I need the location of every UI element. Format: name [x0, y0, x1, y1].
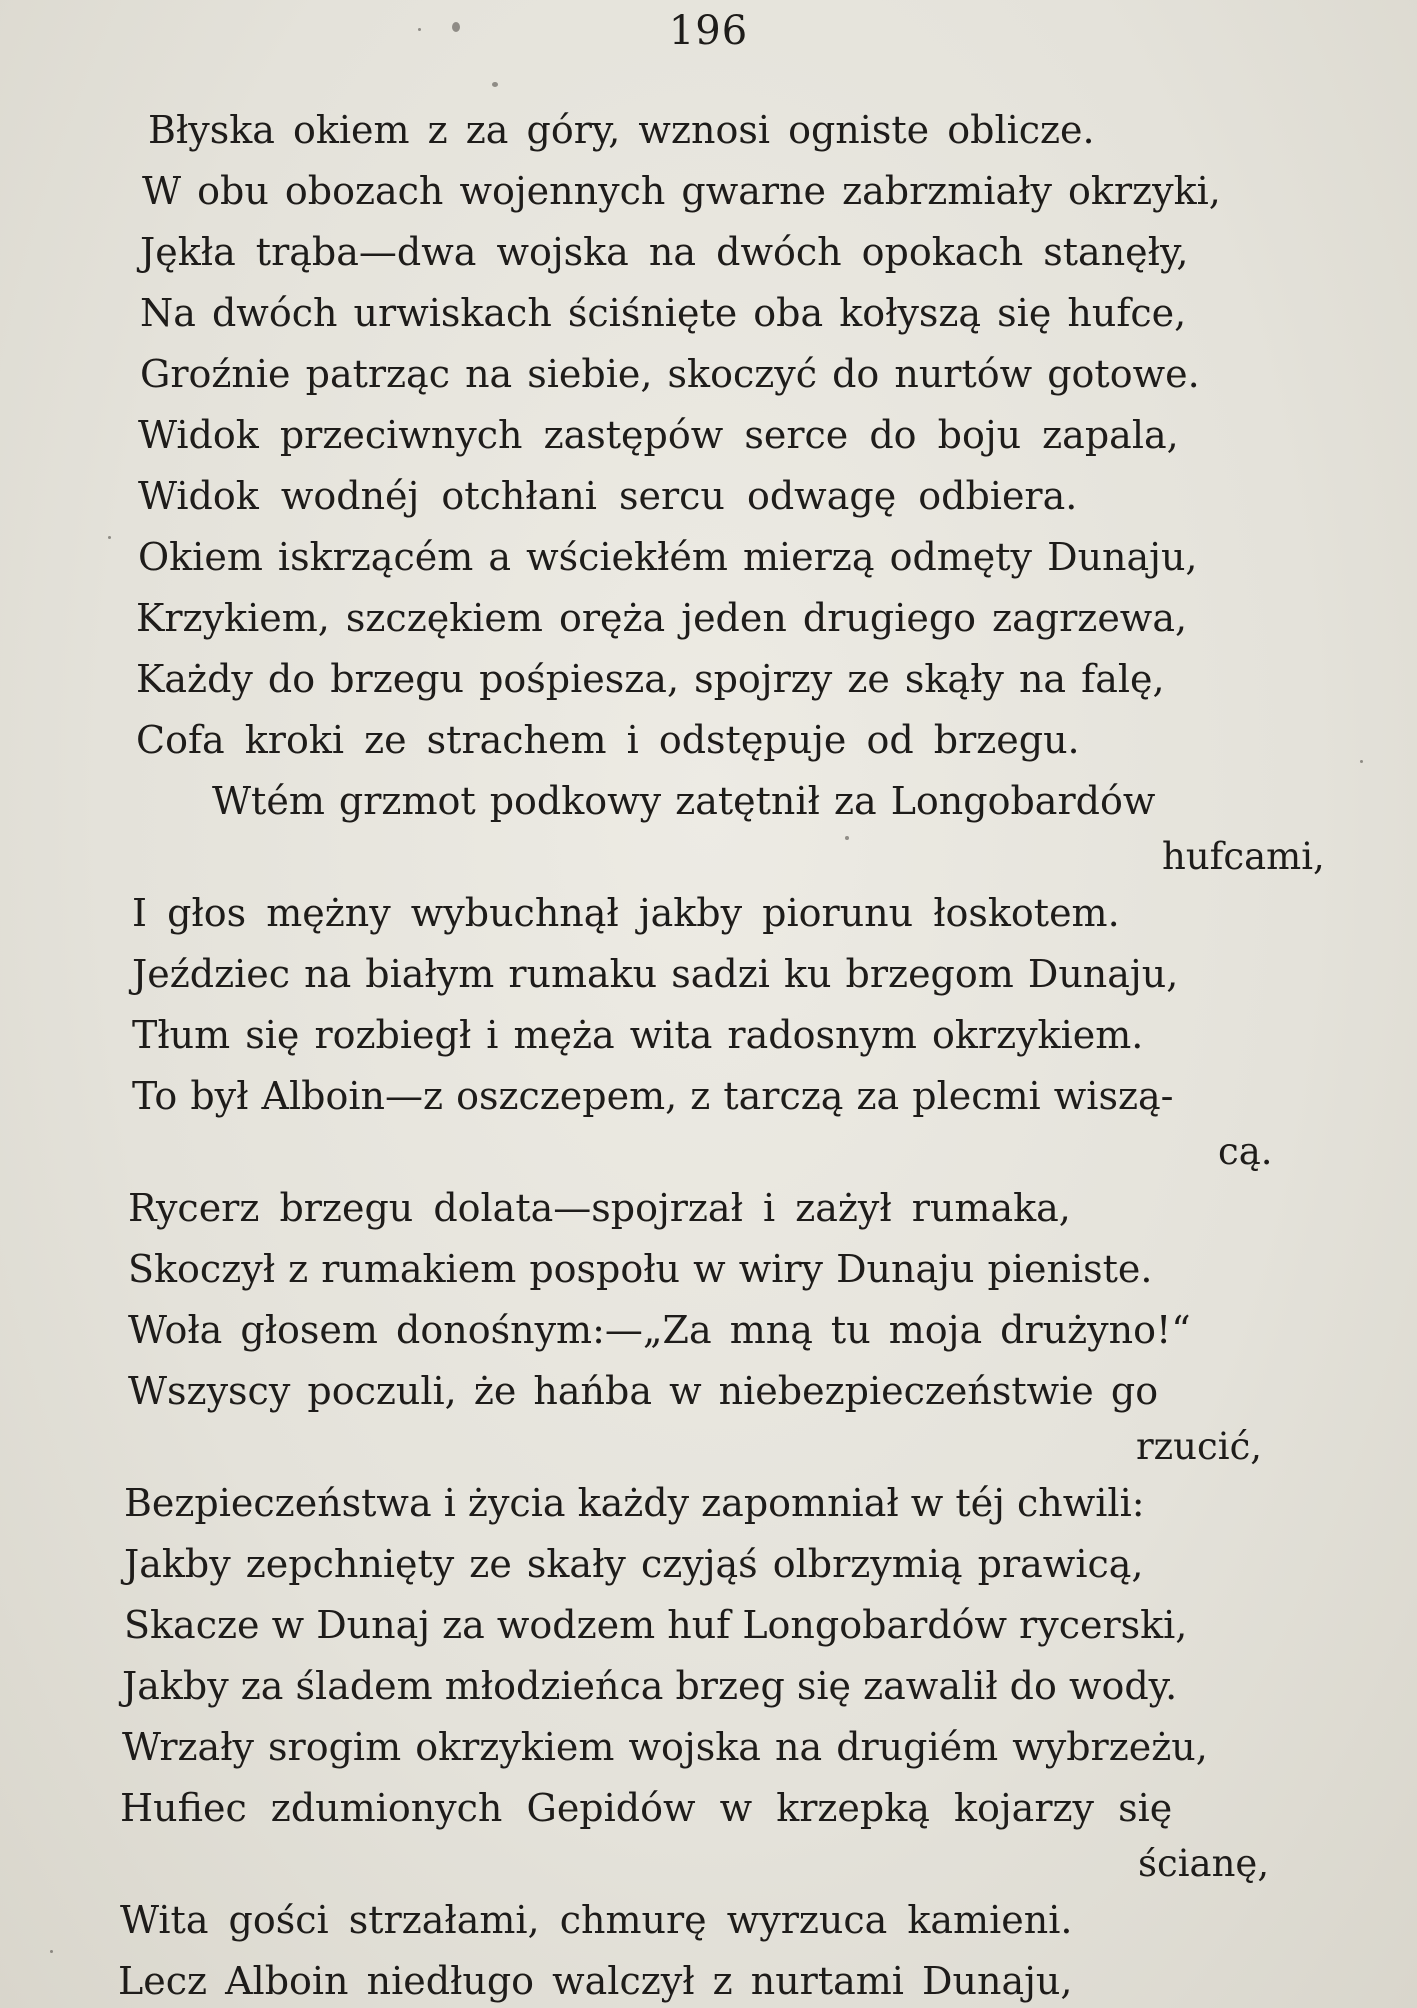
verse-line: Lecz Alboin niedługo walczył z nurtami Dunaju, — [118, 1959, 1073, 2003]
verse-line: W obu obozach wojennych gwarne zabrzmiały okrzyki, — [142, 169, 1221, 213]
verse-line: Wszyscy poczuli, że hańba w niebezpieczeństwie go — [128, 1369, 1159, 1413]
verse-line: Skoczył z rumakiem pospołu w wiry Dunaju pieniste. — [128, 1247, 1153, 1291]
page-number: 196 — [668, 8, 749, 54]
verse-line: Wita gości strzałami, chmurę wyrzuca kamieni. — [120, 1898, 1073, 1942]
verse-line: To był Alboin—z oszczepem, z tarczą za plecmi wiszą- — [132, 1074, 1174, 1118]
verse-line: Okiem iskrzącém a wściekłém mierzą odmęty Dunaju, — [138, 535, 1198, 579]
verse-line: Jękła trąba—dwa wojska na dwóch opokach stanęły, — [140, 230, 1189, 274]
verse-line: Widok przeciwnych zastępów serce do boju zapala, — [138, 413, 1179, 457]
verse-line-continuation: ścianę, — [1138, 1842, 1270, 1885]
verse-line-continuation: cą. — [1218, 1130, 1273, 1173]
verse-line: Cofa kroki ze strachem i odstępuje od brzegu. — [136, 718, 1080, 762]
verse-line: Błyska okiem z za góry, wznosi ogniste oblicze. — [148, 108, 1095, 152]
verse-line: I głos mężny wybuchnął jakby piorunu łoskotem. — [132, 891, 1120, 935]
verse-line-continuation: rzucić, — [1136, 1425, 1263, 1468]
verse-line: Widok wodnéj otchłani sercu odwagę odbiera. — [138, 474, 1078, 518]
paper-speck — [50, 1950, 53, 1953]
paper-speck — [492, 82, 498, 87]
verse-line: Tłum się rozbiegł i męża wita radosnym okrzykiem. — [132, 1013, 1144, 1057]
verse-line: Jeździec na białym rumaku sadzi ku brzegom Dunaju, — [132, 952, 1179, 996]
verse-line: Skacze w Dunaj za wodzem huf Longobardów rycerski, — [124, 1603, 1188, 1647]
paper-speck — [845, 836, 849, 840]
paper-speck — [418, 28, 421, 31]
verse-line: Jakby za śladem młodzieńca brzeg się zawalił do wody. — [122, 1664, 1178, 1708]
paper-speck — [1360, 760, 1363, 763]
verse-line-continuation: hufcami, — [1162, 835, 1325, 878]
verse-line: Bezpieczeństwa i życia każdy zapomniał w téj chwili: — [124, 1481, 1145, 1525]
verse-line: Rycerz brzegu dolata—spojrzał i zażył rumaka, — [128, 1186, 1071, 1230]
verse-line: Groźnie patrząc na siebie, skoczyć do nurtów gotowe. — [140, 352, 1200, 396]
verse-line: Woła głosem donośnym:—„Za mną tu moja drużyno!“ — [128, 1308, 1191, 1352]
verse-line: Jakby zepchnięty ze skały czyjąś olbrzymią prawicą, — [124, 1542, 1144, 1586]
verse-line: Wrzały srogim okrzykiem wojska na drugiém wybrzeżu, — [122, 1725, 1208, 1769]
verse-line: Hufiec zdumionych Gepidów w krzepką kojarzy się — [120, 1786, 1173, 1830]
paper-speck — [108, 536, 111, 539]
verse-line: Na dwóch urwiskach ściśnięte oba kołyszą się hufce, — [140, 291, 1187, 335]
verse-line: Krzykiem, szczękiem oręża jeden drugiego zagrzewa, — [136, 596, 1188, 640]
paper-speck — [452, 22, 460, 32]
verse-line: Każdy do brzegu pośpiesza, spojrzy ze skąły na falę, — [136, 657, 1165, 701]
verse-line: Wtém grzmot podkowy zatętnił za Longobardów — [212, 779, 1156, 823]
